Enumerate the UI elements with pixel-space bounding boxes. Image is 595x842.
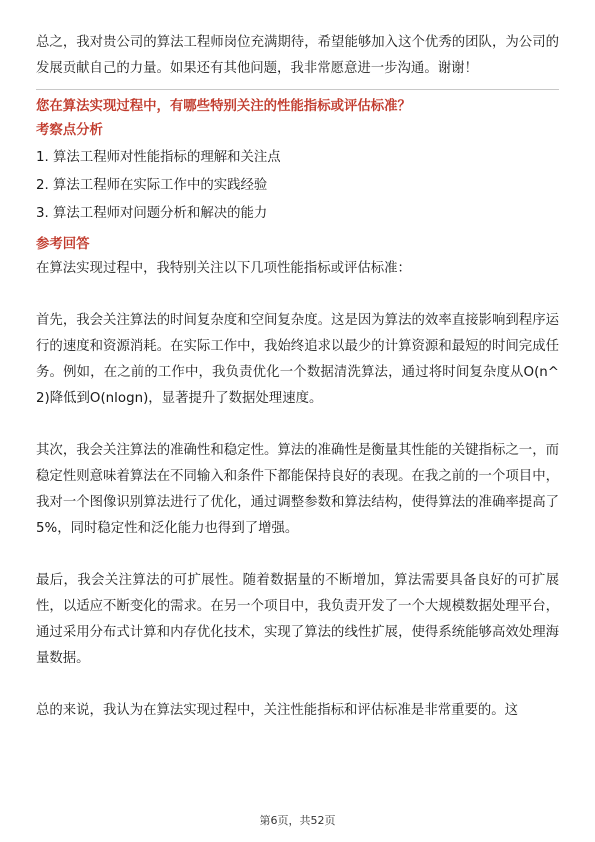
answer-lead: 在算法实现过程中，我特别关注以下几项性能指标或评估标准：: [36, 261, 411, 276]
answer-paragraph-4: 总的来说，我认为在算法实现过程中，关注性能指标和评估标准是非常重要的。这: [36, 703, 519, 718]
answer-heading: 参考回答: [36, 237, 90, 252]
intro-paragraph: 总之，我对贵公司的算法工程师岗位充满期待，希望能够加入这个优秀的团队，为公司的发展贡献自己的力量。如果还有其他问题，我非常愿意进一步沟通。谢谢！: [36, 35, 559, 76]
question-title: 您在算法实现过程中，有哪些特别关注的性能指标或评估标准？: [36, 99, 411, 114]
answer-paragraph-2: 其次，我会关注算法的准确性和稳定性。算法的准确性是衡量其性能的关键指标之一，而稳定性则意味着算法在不同输入和条件下都能保持良好的表现。在我之前的一个项目中，我对一个图像识别算法进行了优化，通过调整参数和算法结构，使得算法的准确率提高了5%，同时稳定性和泛化能力也得到了增强。: [36, 443, 559, 536]
analysis-point: 3. 算法工程师对问题分析和解决的能力: [36, 206, 268, 221]
analysis-heading: 考察点分析: [36, 123, 103, 138]
answer-paragraph-1: 首先，我会关注算法的时间复杂度和空间复杂度。这是因为算法的效率直接影响到程序运行的速度和资源消耗。在实际工作中，我始终追求以最少的计算资源和最短的时间完成任务。例如，在之前的工作中，我负责优化一个数据清洗算法，通过将时间复杂度从O(n^2)降低到O(nlogn)，显著提升了数据处理速度。: [36, 313, 559, 406]
section-divider: [36, 89, 559, 90]
page-number: 第6页，共52页: [259, 814, 336, 827]
answer-paragraph-3: 最后，我会关注算法的可扩展性。随着数据量的不断增加，算法需要具备良好的可扩展性，以适应不断变化的需求。在另一个项目中，我负责开发了一个大规模数据处理平台，通过采用分布式计算和内存优化技术，实现了算法的线性扩展，使得系统能够高效处理海量数据。: [36, 573, 559, 666]
page-content: [36, 30, 559, 724]
analysis-point: 2. 算法工程师在实际工作中的实践经验: [36, 178, 268, 193]
analysis-point: 1. 算法工程师对性能指标的理解和关注点: [36, 150, 281, 165]
analysis-points: [36, 144, 559, 228]
